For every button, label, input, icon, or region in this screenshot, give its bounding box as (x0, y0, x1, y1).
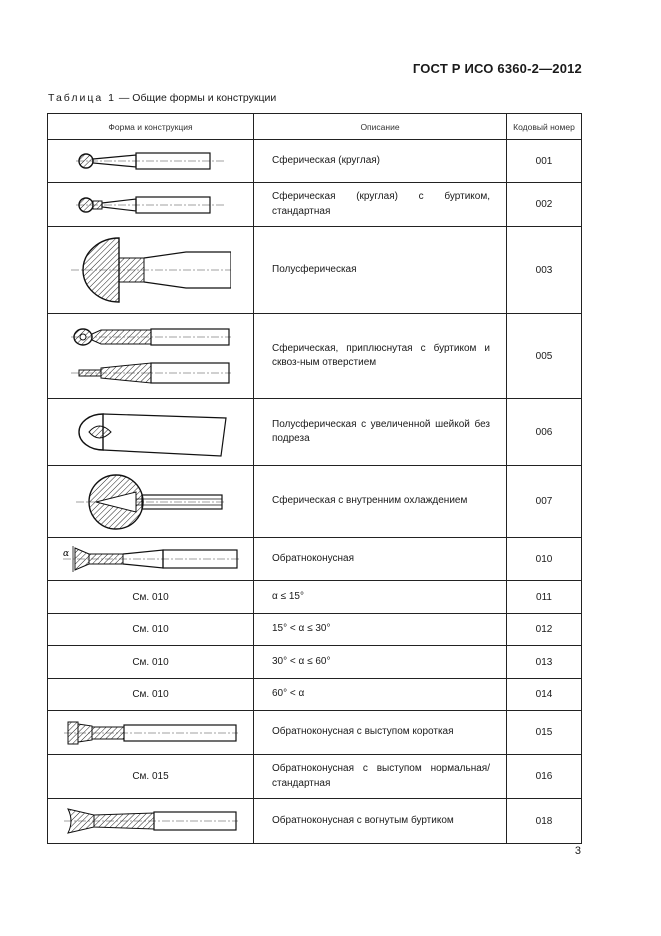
figure-cell (48, 466, 254, 538)
description-cell: 30° < α ≤ 60° (254, 646, 507, 679)
table-row (48, 646, 582, 679)
document-id: ГОСТ Р ИСО 6360-2—2012 (412, 61, 582, 76)
table-row (48, 466, 582, 538)
description-cell: α ≤ 15° (254, 581, 507, 614)
reference-cell: См. 010 (48, 646, 254, 679)
description-cell: 60° < α (254, 679, 507, 711)
table-row (48, 227, 582, 314)
hemispherical-bur-icon (71, 232, 231, 308)
table-row (48, 399, 582, 466)
description-cell: Сферическая (круглая) с буртиком, стандартная (254, 183, 507, 227)
table-caption-label: Таблица 1 (48, 92, 116, 104)
table-row (48, 614, 582, 646)
spherical-round-bur-icon (76, 146, 226, 176)
figure-cell (48, 183, 254, 227)
column-header-description: Описание (254, 114, 507, 140)
flattened-spherical-bur-icon (71, 321, 231, 391)
figure-cell (48, 711, 254, 755)
code-cell: 007 (507, 466, 582, 538)
table-row (48, 711, 582, 755)
table-row (48, 538, 582, 581)
code-cell: 003 (507, 227, 582, 314)
code-cell: 016 (507, 755, 582, 799)
inverted-cone-concave-collar-bur-icon (64, 805, 238, 837)
column-header-code: Кодовый номер (507, 114, 582, 140)
description-cell: Сферическая с внутренним охлаждением (254, 466, 507, 538)
internal-cooling-bur-icon (76, 470, 226, 534)
code-cell: 011 (507, 581, 582, 614)
table-caption-separator: — (115, 92, 133, 104)
description-cell: Обратноконусная с вогнутым буртиком (254, 799, 507, 844)
code-cell: 014 (507, 679, 582, 711)
hemispherical-long-neck-bur-icon (71, 404, 231, 460)
code-cell: 001 (507, 140, 582, 183)
figure-cell (48, 227, 254, 314)
inverted-cone-short-lip-bur-icon (64, 718, 238, 748)
reference-cell: См. 010 (48, 581, 254, 614)
reference-cell: См. 015 (48, 755, 254, 799)
code-cell: 006 (507, 399, 582, 466)
figure-cell (48, 399, 254, 466)
description-cell: Сферическая, приплюснутая с буртиком и сквоз-ным отверстием (254, 314, 507, 399)
description-cell: Обратноконусная с выступом короткая (254, 711, 507, 755)
table-row (48, 755, 582, 799)
code-cell: 002 (507, 183, 582, 227)
description-cell: 15° < α ≤ 30° (254, 614, 507, 646)
code-cell: 013 (507, 646, 582, 679)
table-row (48, 183, 582, 227)
table-row (48, 314, 582, 399)
page-number: 3 (574, 845, 581, 857)
code-cell: 005 (507, 314, 582, 399)
spherical-collar-bur-icon (76, 190, 226, 220)
table-caption (48, 92, 276, 104)
table-header-row (48, 114, 582, 140)
figure-cell (48, 799, 254, 844)
forms-table (47, 113, 582, 844)
reference-cell: См. 010 (48, 679, 254, 711)
inverted-cone-bur-icon (63, 542, 239, 576)
code-cell: 012 (507, 614, 582, 646)
table-row (48, 581, 582, 614)
code-cell: 018 (507, 799, 582, 844)
table-row (48, 679, 582, 711)
description-cell: Обратноконусная с выступом нормальная/стандартная (254, 755, 507, 799)
table-caption-text: Общие формы и конструкции (132, 92, 277, 104)
figure-cell (48, 314, 254, 399)
description-cell: Сферическая (круглая) (254, 140, 507, 183)
reference-cell: См. 010 (48, 614, 254, 646)
angle-alpha-label: α (62, 549, 69, 559)
figure-cell (48, 538, 254, 581)
description-cell: Обратноконусная (254, 538, 507, 581)
column-header-form: Форма и конструкция (48, 114, 254, 140)
description-cell: Полусферическая (254, 227, 507, 314)
code-cell: 015 (507, 711, 582, 755)
description-cell: Полусферическая с увеличенной шейкой без подреза (254, 399, 507, 466)
table-row (48, 799, 582, 844)
figure-cell (48, 140, 254, 183)
code-cell: 010 (507, 538, 582, 581)
table-row (48, 140, 582, 183)
